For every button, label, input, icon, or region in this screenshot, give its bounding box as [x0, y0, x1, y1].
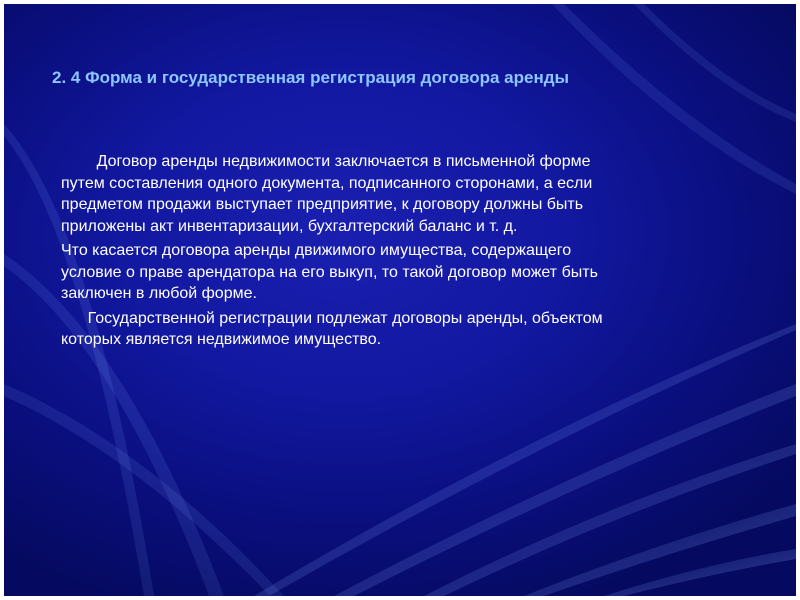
text-line: Договор аренды недвижимости заключается в письменной форме: [96, 153, 591, 170]
text-line: предметом продажи выступает предприятие, к договору должны быть: [61, 196, 584, 213]
text-line: путем составления одного документа, подписанного сторонами, а если: [61, 174, 593, 192]
slide: [4, 4, 796, 596]
text-line: Государственной регистрации подлежат договоры аренды, объектом: [87, 309, 603, 327]
text-line: Что касается договора аренды движимого имущества, содержащего: [61, 242, 572, 259]
paragraph-1-indent: [61, 153, 97, 170]
slide-body: [61, 151, 751, 354]
paragraph-3-indent: [61, 310, 88, 327]
text-line: приложены акт инвентаризации, бухгалтерский баланс и т. д.: [61, 217, 518, 235]
paragraph-1: [61, 151, 751, 237]
paragraph-2: [61, 240, 751, 305]
slide-title: 2. 4 Форма и государственная регистрация договора аренды: [52, 68, 570, 87]
text-line: заключен в любой форме.: [61, 285, 257, 302]
paragraph-3: [61, 308, 751, 351]
text-line: которых является недвижимое имущество.: [61, 331, 382, 348]
text-line: условие о праве арендатора на его выкуп, то такой договор может быть: [61, 263, 598, 281]
